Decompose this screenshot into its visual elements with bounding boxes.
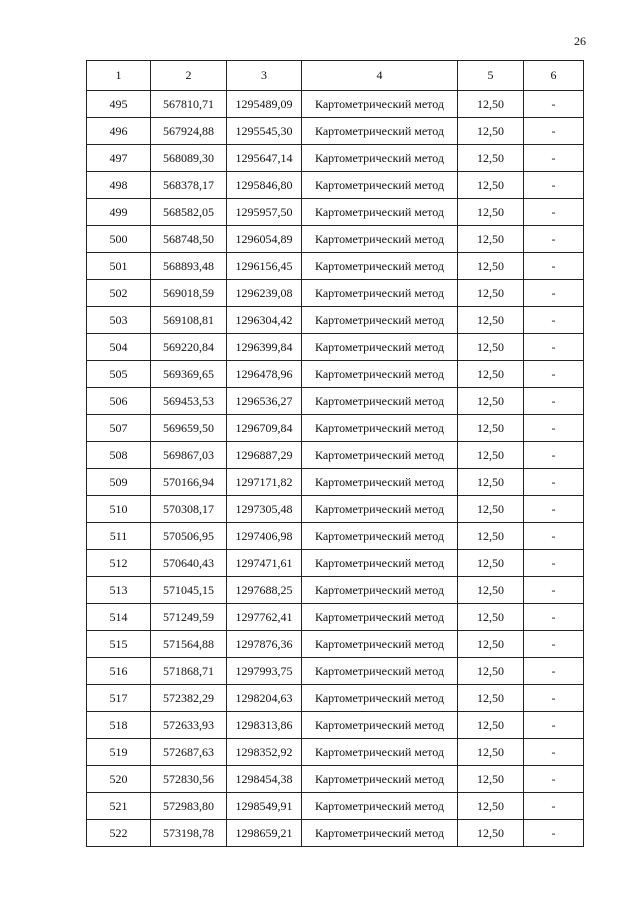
method-cell: Картометрический метод <box>302 577 458 604</box>
method-cell: Картометрический метод <box>302 793 458 820</box>
x-coordinate-cell: 572983,80 <box>151 793 227 820</box>
method-cell: Картометрический метод <box>302 739 458 766</box>
coordinates-table <box>86 60 584 847</box>
accuracy-cell: 12,50 <box>458 820 524 847</box>
accuracy-cell: 12,50 <box>458 361 524 388</box>
method-cell: Картометрический метод <box>302 550 458 577</box>
method-cell: Картометрический метод <box>302 766 458 793</box>
point-number-cell: 521 <box>87 793 151 820</box>
point-number-cell: 522 <box>87 820 151 847</box>
x-coordinate-cell: 570506,95 <box>151 523 227 550</box>
x-coordinate-cell: 569220,84 <box>151 334 227 361</box>
table-row <box>87 820 584 847</box>
x-coordinate-cell: 572830,56 <box>151 766 227 793</box>
table-row <box>87 658 584 685</box>
table-row <box>87 631 584 658</box>
table-row <box>87 145 584 172</box>
description-cell: - <box>524 172 584 199</box>
table-row <box>87 307 584 334</box>
x-coordinate-cell: 569453,53 <box>151 388 227 415</box>
description-cell: - <box>524 685 584 712</box>
description-cell: - <box>524 226 584 253</box>
description-cell: - <box>524 712 584 739</box>
table-row <box>87 766 584 793</box>
table-row <box>87 199 584 226</box>
x-coordinate-cell: 572382,29 <box>151 685 227 712</box>
accuracy-cell: 12,50 <box>458 604 524 631</box>
column-header: 2 <box>151 61 227 91</box>
x-coordinate-cell: 573198,78 <box>151 820 227 847</box>
y-coordinate-cell: 1297762,41 <box>227 604 302 631</box>
method-cell: Картометрический метод <box>302 253 458 280</box>
point-number-cell: 516 <box>87 658 151 685</box>
accuracy-cell: 12,50 <box>458 280 524 307</box>
description-cell: - <box>524 361 584 388</box>
table-row <box>87 361 584 388</box>
point-number-cell: 500 <box>87 226 151 253</box>
accuracy-cell: 12,50 <box>458 550 524 577</box>
point-number-cell: 515 <box>87 631 151 658</box>
y-coordinate-cell: 1296304,42 <box>227 307 302 334</box>
method-cell: Картометрический метод <box>302 604 458 631</box>
method-cell: Картометрический метод <box>302 496 458 523</box>
accuracy-cell: 12,50 <box>458 415 524 442</box>
y-coordinate-cell: 1297993,75 <box>227 658 302 685</box>
y-coordinate-cell: 1296399,84 <box>227 334 302 361</box>
description-cell: - <box>524 388 584 415</box>
x-coordinate-cell: 570166,94 <box>151 469 227 496</box>
accuracy-cell: 12,50 <box>458 739 524 766</box>
point-number-cell: 518 <box>87 712 151 739</box>
accuracy-cell: 12,50 <box>458 145 524 172</box>
x-coordinate-cell: 568582,05 <box>151 199 227 226</box>
x-coordinate-cell: 571564,88 <box>151 631 227 658</box>
description-cell: - <box>524 415 584 442</box>
accuracy-cell: 12,50 <box>458 496 524 523</box>
description-cell: - <box>524 307 584 334</box>
point-number-cell: 495 <box>87 91 151 118</box>
description-cell: - <box>524 658 584 685</box>
description-cell: - <box>524 253 584 280</box>
table-row <box>87 442 584 469</box>
accuracy-cell: 12,50 <box>458 253 524 280</box>
method-cell: Картометрический метод <box>302 307 458 334</box>
method-cell: Картометрический метод <box>302 361 458 388</box>
method-cell: Картометрический метод <box>302 91 458 118</box>
accuracy-cell: 12,50 <box>458 388 524 415</box>
table-row <box>87 226 584 253</box>
x-coordinate-cell: 568893,48 <box>151 253 227 280</box>
x-coordinate-cell: 568089,30 <box>151 145 227 172</box>
x-coordinate-cell: 570308,17 <box>151 496 227 523</box>
point-number-cell: 498 <box>87 172 151 199</box>
method-cell: Картометрический метод <box>302 712 458 739</box>
description-cell: - <box>524 820 584 847</box>
accuracy-cell: 12,50 <box>458 658 524 685</box>
x-coordinate-cell: 570640,43 <box>151 550 227 577</box>
method-cell: Картометрический метод <box>302 469 458 496</box>
y-coordinate-cell: 1298204,63 <box>227 685 302 712</box>
description-cell: - <box>524 766 584 793</box>
accuracy-cell: 12,50 <box>458 226 524 253</box>
column-header: 4 <box>302 61 458 91</box>
description-cell: - <box>524 550 584 577</box>
description-cell: - <box>524 280 584 307</box>
y-coordinate-cell: 1296054,89 <box>227 226 302 253</box>
table-row <box>87 550 584 577</box>
method-cell: Картометрический метод <box>302 415 458 442</box>
method-cell: Картометрический метод <box>302 631 458 658</box>
accuracy-cell: 12,50 <box>458 577 524 604</box>
method-cell: Картометрический метод <box>302 226 458 253</box>
method-cell: Картометрический метод <box>302 280 458 307</box>
method-cell: Картометрический метод <box>302 334 458 361</box>
y-coordinate-cell: 1297171,82 <box>227 469 302 496</box>
accuracy-cell: 12,50 <box>458 199 524 226</box>
table-body <box>87 91 584 847</box>
point-number-cell: 499 <box>87 199 151 226</box>
point-number-cell: 517 <box>87 685 151 712</box>
method-cell: Картометрический метод <box>302 523 458 550</box>
point-number-cell: 509 <box>87 469 151 496</box>
accuracy-cell: 12,50 <box>458 118 524 145</box>
x-coordinate-cell: 567810,71 <box>151 91 227 118</box>
method-cell: Картометрический метод <box>302 145 458 172</box>
x-coordinate-cell: 571249,59 <box>151 604 227 631</box>
point-number-cell: 504 <box>87 334 151 361</box>
description-cell: - <box>524 631 584 658</box>
accuracy-cell: 12,50 <box>458 442 524 469</box>
y-coordinate-cell: 1297471,61 <box>227 550 302 577</box>
accuracy-cell: 12,50 <box>458 766 524 793</box>
x-coordinate-cell: 569867,03 <box>151 442 227 469</box>
point-number-cell: 519 <box>87 739 151 766</box>
y-coordinate-cell: 1295545,30 <box>227 118 302 145</box>
point-number-cell: 505 <box>87 361 151 388</box>
y-coordinate-cell: 1297688,25 <box>227 577 302 604</box>
x-coordinate-cell: 571868,71 <box>151 658 227 685</box>
y-coordinate-cell: 1298659,21 <box>227 820 302 847</box>
table-row <box>87 415 584 442</box>
column-header: 5 <box>458 61 524 91</box>
point-number-cell: 513 <box>87 577 151 604</box>
y-coordinate-cell: 1295957,50 <box>227 199 302 226</box>
x-coordinate-cell: 567924,88 <box>151 118 227 145</box>
point-number-cell: 497 <box>87 145 151 172</box>
column-header: 3 <box>227 61 302 91</box>
table-row <box>87 685 584 712</box>
description-cell: - <box>524 91 584 118</box>
point-number-cell: 496 <box>87 118 151 145</box>
method-cell: Картометрический метод <box>302 388 458 415</box>
x-coordinate-cell: 568748,50 <box>151 226 227 253</box>
x-coordinate-cell: 572633,93 <box>151 712 227 739</box>
description-cell: - <box>524 523 584 550</box>
x-coordinate-cell: 569659,50 <box>151 415 227 442</box>
x-coordinate-cell: 569369,65 <box>151 361 227 388</box>
y-coordinate-cell: 1297406,98 <box>227 523 302 550</box>
y-coordinate-cell: 1296478,96 <box>227 361 302 388</box>
table-row <box>87 523 584 550</box>
table-row <box>87 712 584 739</box>
description-cell: - <box>524 199 584 226</box>
table-row <box>87 172 584 199</box>
point-number-cell: 512 <box>87 550 151 577</box>
description-cell: - <box>524 334 584 361</box>
method-cell: Картометрический метод <box>302 685 458 712</box>
description-cell: - <box>524 442 584 469</box>
x-coordinate-cell: 571045,15 <box>151 577 227 604</box>
y-coordinate-cell: 1295647,14 <box>227 145 302 172</box>
x-coordinate-cell: 569108,81 <box>151 307 227 334</box>
table-row <box>87 253 584 280</box>
table-header-row <box>87 61 584 91</box>
accuracy-cell: 12,50 <box>458 172 524 199</box>
description-cell: - <box>524 739 584 766</box>
point-number-cell: 511 <box>87 523 151 550</box>
accuracy-cell: 12,50 <box>458 685 524 712</box>
method-cell: Картометрический метод <box>302 442 458 469</box>
point-number-cell: 503 <box>87 307 151 334</box>
method-cell: Картометрический метод <box>302 658 458 685</box>
y-coordinate-cell: 1298313,86 <box>227 712 302 739</box>
point-number-cell: 520 <box>87 766 151 793</box>
page-number: 26 <box>574 34 586 48</box>
table-row <box>87 118 584 145</box>
y-coordinate-cell: 1298454,38 <box>227 766 302 793</box>
point-number-cell: 514 <box>87 604 151 631</box>
description-cell: - <box>524 577 584 604</box>
column-header: 1 <box>87 61 151 91</box>
column-header: 6 <box>524 61 584 91</box>
accuracy-cell: 12,50 <box>458 523 524 550</box>
y-coordinate-cell: 1296156,45 <box>227 253 302 280</box>
method-cell: Картометрический метод <box>302 820 458 847</box>
accuracy-cell: 12,50 <box>458 631 524 658</box>
description-cell: - <box>524 145 584 172</box>
y-coordinate-cell: 1298549,91 <box>227 793 302 820</box>
method-cell: Картометрический метод <box>302 199 458 226</box>
accuracy-cell: 12,50 <box>458 712 524 739</box>
y-coordinate-cell: 1298352,92 <box>227 739 302 766</box>
table-row <box>87 793 584 820</box>
description-cell: - <box>524 469 584 496</box>
point-number-cell: 506 <box>87 388 151 415</box>
y-coordinate-cell: 1296239,08 <box>227 280 302 307</box>
description-cell: - <box>524 496 584 523</box>
point-number-cell: 507 <box>87 415 151 442</box>
method-cell: Картометрический метод <box>302 118 458 145</box>
accuracy-cell: 12,50 <box>458 307 524 334</box>
point-number-cell: 510 <box>87 496 151 523</box>
accuracy-cell: 12,50 <box>458 91 524 118</box>
y-coordinate-cell: 1295489,09 <box>227 91 302 118</box>
x-coordinate-cell: 569018,59 <box>151 280 227 307</box>
point-number-cell: 508 <box>87 442 151 469</box>
table-row <box>87 496 584 523</box>
table-row <box>87 739 584 766</box>
description-cell: - <box>524 604 584 631</box>
table-row <box>87 280 584 307</box>
accuracy-cell: 12,50 <box>458 793 524 820</box>
point-number-cell: 502 <box>87 280 151 307</box>
y-coordinate-cell: 1295846,80 <box>227 172 302 199</box>
description-cell: - <box>524 793 584 820</box>
accuracy-cell: 12,50 <box>458 334 524 361</box>
table-row <box>87 91 584 118</box>
method-cell: Картометрический метод <box>302 172 458 199</box>
accuracy-cell: 12,50 <box>458 469 524 496</box>
table-row <box>87 577 584 604</box>
y-coordinate-cell: 1297876,36 <box>227 631 302 658</box>
y-coordinate-cell: 1296709,84 <box>227 415 302 442</box>
table-row <box>87 469 584 496</box>
y-coordinate-cell: 1296536,27 <box>227 388 302 415</box>
table-row <box>87 388 584 415</box>
x-coordinate-cell: 568378,17 <box>151 172 227 199</box>
table-row <box>87 334 584 361</box>
x-coordinate-cell: 572687,63 <box>151 739 227 766</box>
y-coordinate-cell: 1296887,29 <box>227 442 302 469</box>
description-cell: - <box>524 118 584 145</box>
y-coordinate-cell: 1297305,48 <box>227 496 302 523</box>
point-number-cell: 501 <box>87 253 151 280</box>
table-row <box>87 604 584 631</box>
